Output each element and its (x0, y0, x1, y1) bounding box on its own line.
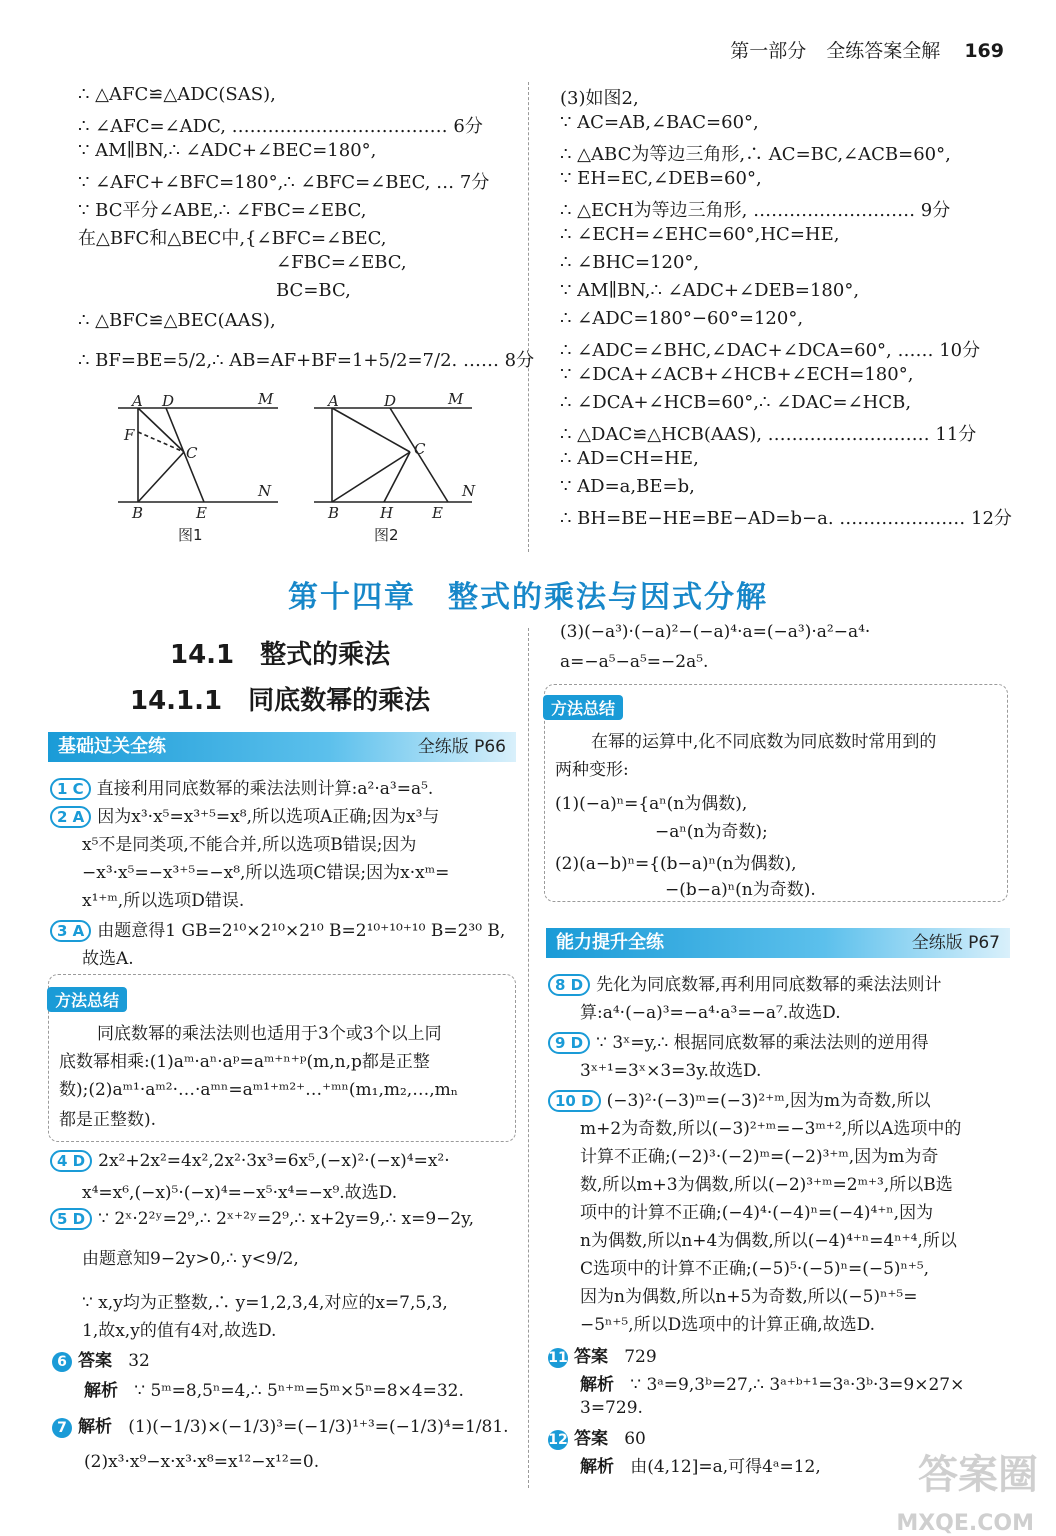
band-title: 基础过关全练 (58, 736, 166, 757)
method-summary-tag: 方法总结 (47, 987, 127, 1012)
solution-line: ∴ ∠AFC=∠ADC, ……………………………… 6分 (78, 116, 483, 137)
answer-text: 项中的计算不正确;(−4)⁴·(−4)ⁿ=(−4)⁴⁺ⁿ,因为 (580, 1203, 934, 1223)
answer-text: 计算不正确;(−2)³·(−2)ᵐ=(−2)³⁺ᵐ,因为m为奇 (580, 1147, 939, 1167)
band-version: 全练版 P67 (911, 933, 1000, 953)
answer-text: 算:a⁴·(−a)³=−a⁴·a³=−a⁷.故选D. (580, 1003, 841, 1023)
solution-line: a=−a⁵−a⁵=−2a⁵. (560, 652, 709, 672)
subsection-title: 14.1.1 同底数幂的乘法 (130, 686, 431, 716)
answer-text: x⁵不是同类项,不能合并,所以选项B错误;因为 (82, 835, 417, 855)
analysis-text: 由(4,12]=a,可得4ᵃ=12, (630, 1457, 821, 1477)
answer-text: 因为x³·x⁵=x³⁺⁵=x⁸,所以选项A正确;因为x³与 (97, 807, 440, 827)
solution-line: ∵ ∠DCA+∠ACB+∠HCB+∠ECH=180°, (560, 364, 914, 385)
question-number: 11 (548, 1350, 568, 1366)
answer-text: 直接利用同底数幂的乘法法则计算:a²·a³=a⁵. (96, 779, 434, 799)
answer-text: 3ˣ⁺¹=3ˣ×3=3y.故选D. (580, 1061, 762, 1081)
method-summary-box-1 (48, 974, 516, 1142)
question-number: 3 A (50, 920, 91, 942)
answer-label: 答案 (574, 1347, 608, 1367)
method-line: 同底数幂的乘法法则也适用于3个或3个以上同 (97, 1024, 442, 1044)
question-number: 4 D (50, 1150, 92, 1172)
solution-line: ∴ ∠BHC=120°, (560, 252, 700, 273)
solution-line: 在△BFC和△BEC中,{∠BFC=∠BEC, (78, 228, 387, 249)
solution-line: ∴ ∠ECH=∠EHC=60°,HC=HE, (560, 224, 840, 245)
solution-line: ∴ △BFC≌△BEC(AAS), (78, 310, 276, 331)
figure-1 (100, 390, 290, 550)
label-E: E (432, 504, 443, 522)
label-A: A (132, 392, 143, 410)
answer-text: n为偶数,所以n+4为偶数,所以(−4)⁴⁺ⁿ=4ⁿ⁺⁴,所以 (580, 1231, 957, 1251)
analysis-text: ∵ 5ᵐ=8,5ⁿ=4,∴ 5ⁿ⁺ᵐ=5ᵐ×5ⁿ=8×4=32. (134, 1381, 464, 1401)
band-version: 全练版 P66 (417, 737, 506, 757)
method-line: 在幂的运算中,化不同底数为同底数时常用到的 (591, 732, 937, 752)
analysis-label: 解析 (78, 1417, 112, 1437)
solution-line: ∵ ∠AFC+∠BFC=180°,∴ ∠BFC=∠BEC, … 7分 (78, 172, 490, 193)
answer-label: 答案 (78, 1351, 112, 1371)
solution-line: ∵ EH=EC,∠DEB=60°, (560, 168, 762, 189)
band-title: 能力提升全练 (556, 932, 664, 953)
label-C: C (186, 444, 198, 462)
solution-line: ∴ ∠ADC=180°−60°=120°, (560, 308, 804, 329)
label-B: B (132, 504, 144, 522)
analysis-text: ∵ 3ᵃ=9,3ᵇ=27,∴ 3ᵃ⁺ᵇ⁺¹=3ᵃ·3ᵇ·3=9×27× (630, 1375, 965, 1395)
solution-line: (3)如图2, (560, 88, 639, 109)
method-line: 数);(2)aᵐ¹·aᵐ²·…·aᵐⁿ=aᵐ¹⁺ᵐ²⁺…⁺ᵐⁿ(m₁,m₂,…,mₙ (59, 1080, 459, 1100)
right-top-solution (560, 84, 1010, 544)
question-11 (548, 1342, 1010, 1432)
question-number: 10 D (548, 1090, 601, 1112)
question-6 (52, 1346, 522, 1406)
analysis-text: (2)x³·x⁹−x·x³·x⁸=x¹²−x¹²=0. (84, 1452, 320, 1472)
figure-2-caption: 图2 (374, 526, 399, 544)
solution-line: BC=BC, (276, 280, 351, 301)
solution-line: ∴ BF=BE=5/2,∴ AB=AF+BF=1+5/2=7/2. …… 8分 (78, 350, 535, 371)
answer-label: 答案 (574, 1429, 608, 1449)
answer-text: 先化为同底数幂,再利用同底数幂的乘法法则计 (596, 975, 942, 995)
answer-text: 由题意知9−2y>0,∴ y<9/2, (82, 1249, 299, 1269)
analysis-label: 解析 (84, 1381, 118, 1401)
question-number: 1 C (50, 778, 91, 800)
answer-text: m+2为奇数,所以(−3)²⁺ᵐ=−3ᵐ⁺²,所以A选项中的 (580, 1119, 962, 1139)
label-A: A (328, 392, 339, 410)
question-number: 7 (52, 1418, 72, 1438)
answer-text: −5ⁿ⁺⁵,所以D选项中的计算正确,故选D. (580, 1315, 876, 1335)
solution-line: ∴ △DAC≌△HCB(AAS), ……………………… 11分 (560, 424, 977, 445)
solution-line: ∵ BC平分∠ABE,∴ ∠FBC=∠EBC, (78, 200, 367, 221)
answer-text: −x³·x⁵=−x³⁺⁵=−x⁸,所以选项C错误;因为x·xᵐ= (82, 863, 450, 883)
method-line: −(b−a)ⁿ(n为奇数). (665, 880, 816, 900)
label-B: B (328, 504, 340, 522)
analysis-label: 解析 (580, 1375, 614, 1395)
watermark-url: MXQE.COM (896, 1511, 1034, 1536)
label-M: M (258, 390, 274, 408)
questions-8-10 (548, 970, 1010, 1360)
answer-text: (−3)²·(−3)ᵐ=(−3)²⁺ᵐ,因为m为奇数,所以 (606, 1091, 931, 1111)
label-D: D (162, 392, 175, 410)
question-number: 6 (52, 1352, 72, 1372)
solution-line: ∵ AM∥BN,∴ ∠ADC+∠BEC=180°, (78, 140, 377, 161)
solution-line: ∴ △ECH为等边三角形, ……………………… 9分 (560, 200, 951, 221)
solution-line: ∴ BH=BE−HE=BE−AD=b−a. ………………… 12分 (560, 508, 1012, 529)
solution-line: ∴ ∠ADC=∠BHC,∠DAC+∠DCA=60°, …… 10分 (560, 340, 981, 361)
answer-text: x¹⁺ᵐ,所以选项D错误. (82, 891, 245, 911)
method-line: 两种变形: (555, 760, 629, 780)
answer-text: x⁴=x⁶,(−x)⁵·(−x)⁴=−x⁵·x⁴=−x⁹.故选D. (82, 1183, 398, 1203)
watermark-logo: 答案圈 (918, 1452, 1038, 1498)
method-summary-tag: 方法总结 (543, 695, 623, 720)
answer-text: 因为n为偶数,所以n+5为奇数,所以(−5)ⁿ⁺⁵= (580, 1287, 918, 1307)
method-line: (2)(a−b)ⁿ={(b−a)ⁿ(n为偶数), (555, 854, 797, 874)
ability-practice-band (546, 928, 1010, 958)
answer-value: 729 (624, 1347, 657, 1367)
page-number: 169 (964, 40, 1004, 62)
q7-part3 (560, 622, 1010, 678)
solution-line: ∴ AD=CH=HE, (560, 448, 699, 469)
label-F: F (124, 426, 135, 444)
analysis-label: 解析 (580, 1457, 614, 1477)
solution-line: ∴ ∠DCA+∠HCB=60°,∴ ∠DAC=∠HCB, (560, 392, 912, 413)
column-divider-bottom (528, 628, 529, 1488)
answer-text: C选项中的计算不正确;(−5)⁵·(−5)ⁿ=(−5)ⁿ⁺⁵, (580, 1259, 930, 1279)
method-line: −aⁿ(n为奇数); (655, 822, 768, 842)
method-line: 都是正整数). (59, 1110, 157, 1130)
label-D: D (384, 392, 397, 410)
label-E: E (196, 504, 207, 522)
analysis-text: (1)(−1/3)×(−1/3)³=(−1/3)¹⁺³=(−1/3)⁴=1/81. (128, 1417, 509, 1437)
answer-text: 由题意得1 GB=2¹⁰×2¹⁰×2¹⁰ B=2¹⁰⁺¹⁰⁺¹⁰ B=2³⁰ B, (97, 921, 506, 941)
figure-1-caption: 图1 (178, 526, 203, 544)
label-N: N (258, 482, 272, 500)
section-title: 14.1 整式的乘法 (170, 640, 391, 670)
header-part: 第一部分 (730, 40, 807, 62)
label-H: H (380, 504, 394, 522)
analysis-text: 3=729. (580, 1398, 643, 1418)
basic-practice-band (48, 732, 516, 762)
question-number: 9 D (548, 1032, 590, 1054)
answer-text: 数,所以m+3为偶数,所以(−2)³⁺ᵐ=2ᵐ⁺³,所以B选 (580, 1175, 953, 1195)
question-number: 5 D (50, 1208, 92, 1230)
question-7 (52, 1412, 522, 1476)
solution-line: ∵ AC=AB,∠BAC=60°, (560, 112, 759, 133)
figure-2 (300, 390, 490, 550)
label-N: N (462, 482, 476, 500)
questions-1-3 (50, 774, 520, 974)
question-number: 8 D (548, 974, 590, 996)
label-C: C (414, 440, 426, 458)
answer-text: ∵ 3ˣ=y,∴ 根据同底数幂的乘法法则的逆用得 (596, 1033, 929, 1053)
answer-text: ∵ x,y均为正整数,∴ y=1,2,3,4,对应的x=7,5,3, (82, 1293, 448, 1313)
questions-4-5 (50, 1150, 520, 1350)
solution-line: (3)(−a³)·(−a)²−(−a)⁴·a=(−a³)·a²−a⁴· (560, 622, 871, 642)
question-number: 12 (548, 1432, 568, 1448)
left-top-solution (78, 84, 535, 384)
column-divider-top (528, 82, 529, 552)
solution-line: ∠FBC=∠EBC, (276, 252, 407, 273)
solution-line: ∵ AD=a,BE=b, (560, 476, 695, 497)
answer-value: 60 (624, 1429, 646, 1449)
header-title: 全练答案全解 (826, 40, 941, 62)
method-line: 底数幂相乘:(1)aᵐ·aⁿ·aᵖ=aᵐ⁺ⁿ⁺ᵖ(m,n,p都是正整 (59, 1052, 430, 1072)
answer-text: 故选A. (82, 949, 134, 969)
solution-line: ∵ AM∥BN,∴ ∠ADC+∠DEB=180°, (560, 280, 860, 301)
question-number: 2 A (50, 806, 91, 828)
page-header (716, 36, 1004, 63)
method-summary-box-2 (544, 684, 1008, 902)
solution-line: ∴ △AFC≌△ADC(SAS), (78, 84, 276, 105)
answer-text: 2x²+2x²=4x²,2x²·3x³=6x⁵,(−x)²·(−x)⁴=x²· (98, 1151, 450, 1171)
label-M: M (448, 390, 464, 408)
chapter-title: 第十四章 整式的乘法与因式分解 (288, 580, 768, 615)
answer-text: 1,故x,y的值有4对,故选D. (82, 1321, 277, 1341)
solution-line: ∴ △ABC为等边三角形,∴ AC=BC,∠ACB=60°, (560, 144, 951, 165)
answer-value: 32 (128, 1351, 150, 1371)
answer-text: ∵ 2ˣ·2²ʸ=2⁹,∴ 2ˣ⁺²ʸ=2⁹,∴ x+2y=9,∴ x=9−2y, (98, 1209, 474, 1229)
method-line: (1)(−a)ⁿ={aⁿ(n为偶数), (555, 794, 748, 814)
